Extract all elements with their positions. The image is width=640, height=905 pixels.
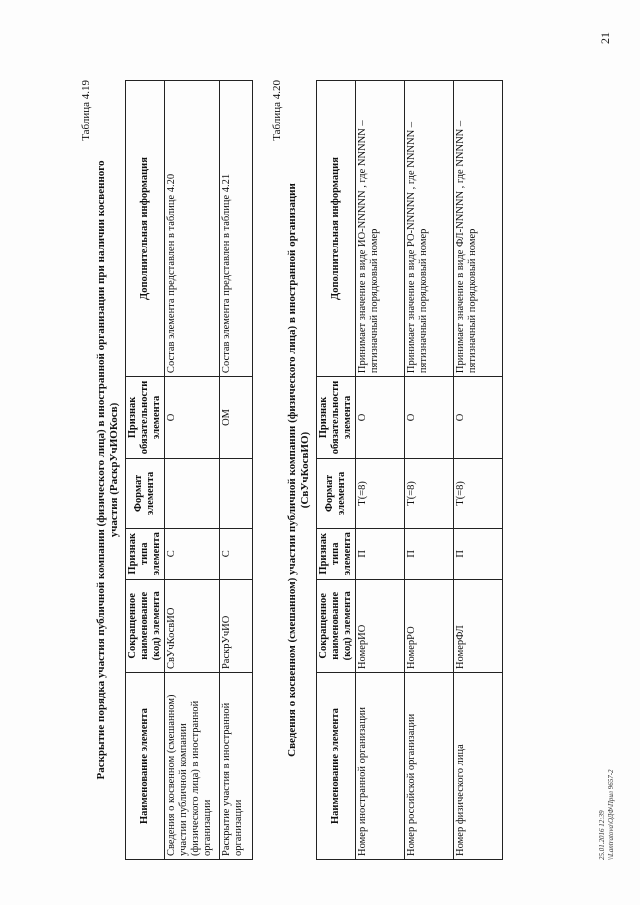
footer-line-1: 25.01.2016 12:39 [598,810,606,860]
table-row [165,81,220,860]
table-4-19-title-line2: участия (РаскрУчИОКосв) [108,402,120,538]
table-4-19 [125,80,253,860]
cell-format [165,458,220,528]
cell-name: Сведения о косвенном (смешанном) участии публичной компании (физического лица) в иностранной организации [165,673,220,860]
header-cell: Признак типа элемента [126,528,165,579]
cell-name: Номер физического лица [454,673,503,860]
table-4-20-title [286,80,312,860]
table-row [220,81,253,860]
cell-name: Номер иностранной организации [356,673,405,860]
cell-name: Раскрытие участия в иностранной организации [220,673,253,860]
table-4-20-title-line2: (СвУчКосвИО) [299,431,311,509]
header-cell: Дополнительная информация [126,81,165,377]
table-4-19-title-line1: Раскрытие порядка участия публичной компании (физического лица) в иностранной организации при наличии косвенного [95,160,107,780]
cell-info: Состав элемента представлен в таблице 4.21 [220,81,253,377]
footer-stamp [598,690,616,860]
table-4-19-caption: Таблица 4.19 [80,80,92,141]
footer-line-2: \\Lantratova\ОДФ\Прил 9657-2 [607,769,615,860]
table-row [454,81,503,860]
cell-type: С [220,528,253,579]
cell-info: Принимает значение в виде ИО-NNNNN , где NNNNN – пятизначный порядковый номер [356,81,405,377]
cell-type: С [165,528,220,579]
header-cell: Формат элемента [126,458,165,528]
cell-type: П [405,528,454,579]
table-4-20-caption: Таблица 4.20 [271,80,283,141]
cell-code: РаскрУчИО [220,579,253,672]
cell-format: T(=8) [356,458,405,528]
header-cell: Сокращенное наименование (код) элемента [126,579,165,672]
header-cell: Наименование элемента [126,673,165,860]
cell-code: НомерИО [356,579,405,672]
header-cell: Сокращенное наименование (код) элемента [317,579,356,672]
table-row [405,81,454,860]
cell-format: T(=8) [454,458,503,528]
cell-code: НомерРО [405,579,454,672]
table-header-row [126,81,165,860]
header-cell: Признак обязательности элемента [317,377,356,459]
header-cell: Наименование элемента [317,673,356,860]
header-cell: Признак обязательности элемента [126,377,165,459]
table-header-row [317,81,356,860]
cell-info: Принимает значение в виде ФЛ-NNNNN , где NNNNN – пятизначный порядковый номер [454,81,503,377]
cell-code: НомерФЛ [454,579,503,672]
cell-required: ОМ [220,377,253,459]
table-4-19-title [95,80,121,860]
page-number: 21 [598,32,612,44]
header-cell: Дополнительная информация [317,81,356,377]
cell-code: СвУчКосвИО [165,579,220,672]
cell-info: Состав элемента представлен в таблице 4.20 [165,81,220,377]
cell-type: П [356,528,405,579]
cell-required: О [405,377,454,459]
cell-format: T(=8) [405,458,454,528]
header-cell: Признак типа элемента [317,528,356,579]
cell-name: Номер российской организации [405,673,454,860]
cell-format [220,458,253,528]
cell-info: Принимает значение в виде РО-NNNNN , где NNNNN – пятизначный порядковый номер [405,81,454,377]
table-4-20-title-line1: Сведения о косвенном (смешанном) участии публичной компании (физического лица) в иностранной организации [286,183,298,757]
cell-required: О [356,377,405,459]
cell-type: П [454,528,503,579]
cell-required: О [165,377,220,459]
cell-required: О [454,377,503,459]
table-4-20 [316,80,503,860]
rotated-content [80,80,550,860]
header-cell: Формат элемента [317,458,356,528]
table-row [356,81,405,860]
